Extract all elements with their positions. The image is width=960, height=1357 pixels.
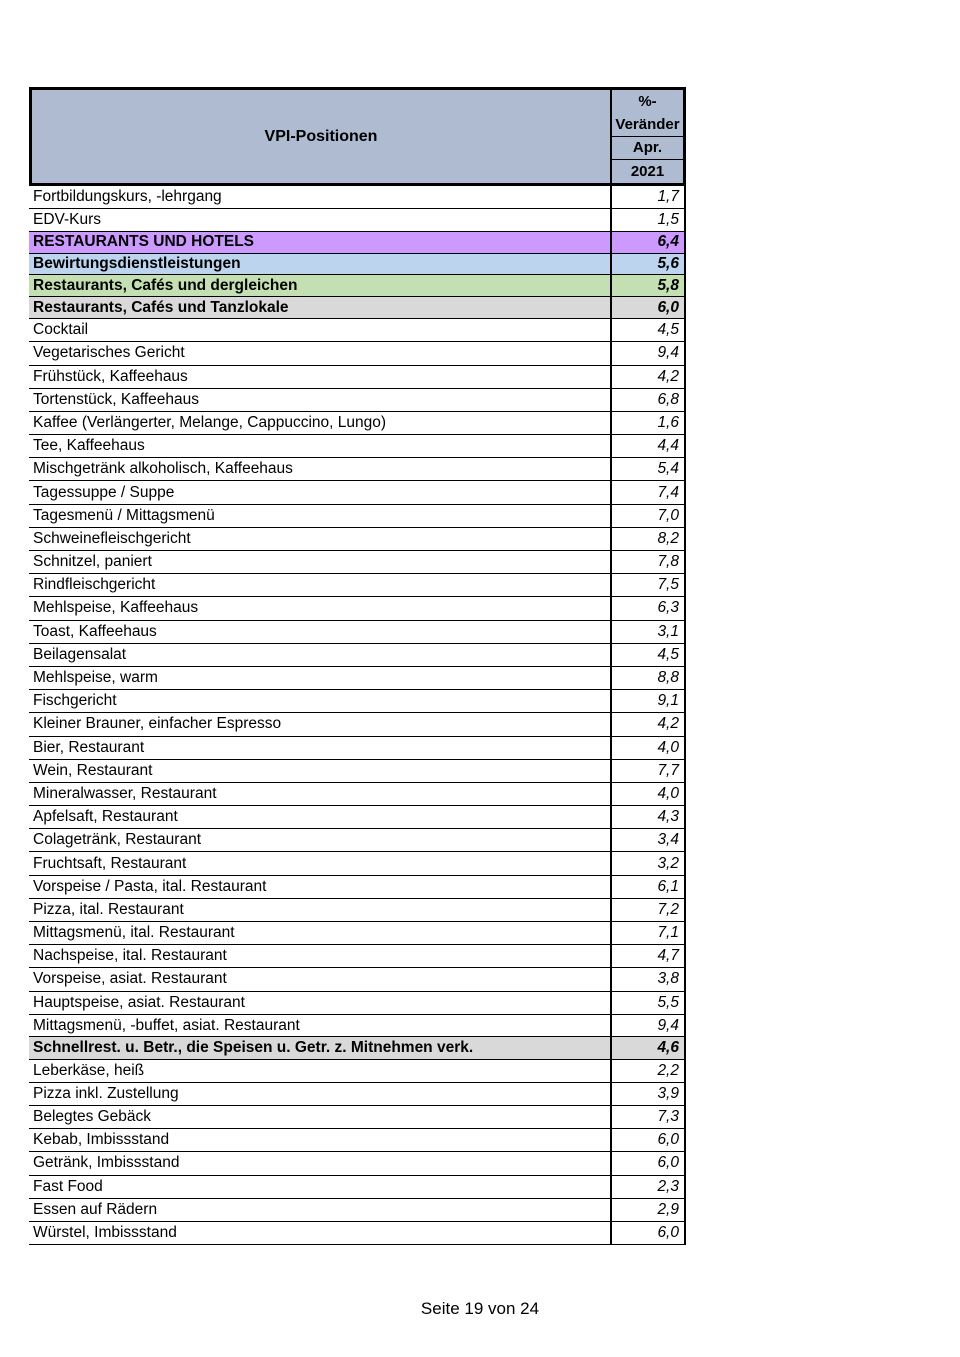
row-change-value: 7,1 <box>610 922 686 944</box>
row-position-name: Mineralwasser, Restaurant <box>33 784 217 802</box>
table-row <box>29 644 686 667</box>
row-change-value: 5,8 <box>610 275 686 296</box>
row-position-name: Vorspeise / Pasta, ital. Restaurant <box>33 877 267 895</box>
row-position-name: Bewirtungsdienstleistungen <box>33 255 241 273</box>
row-position-name: Apfelsaft, Restaurant <box>33 808 178 826</box>
row-change-value: 6,3 <box>610 597 686 619</box>
table-row <box>29 186 686 209</box>
table-row <box>29 574 686 597</box>
table-row <box>29 829 686 852</box>
row-change-value: 1,7 <box>610 186 686 208</box>
table-row <box>29 389 686 412</box>
table-row <box>29 945 686 968</box>
row-position-name: Mischgetränk alkoholisch, Kaffeehaus <box>33 460 293 478</box>
table-row <box>29 899 686 922</box>
row-position-name: Pizza, ital. Restaurant <box>33 900 184 918</box>
table-row <box>29 806 686 829</box>
row-change-value: 6,0 <box>610 297 686 318</box>
row-position-name: Beilagensalat <box>33 645 127 663</box>
row-position-name: Mittagsmenü, ital. Restaurant <box>33 924 235 942</box>
row-change-value: 7,2 <box>610 899 686 921</box>
table-row <box>29 1199 686 1222</box>
table-row <box>29 366 686 389</box>
table-row <box>29 737 686 760</box>
table-row <box>29 621 686 644</box>
table-row <box>29 760 686 783</box>
row-change-value: 4,0 <box>610 737 686 759</box>
table-row <box>29 690 686 713</box>
table-row <box>29 319 686 342</box>
row-change-value: 6,8 <box>610 389 686 411</box>
header-change-line1: %- <box>638 92 657 110</box>
table-row <box>29 1083 686 1106</box>
page-number: Seite 19 von 24 <box>420 1299 540 1318</box>
row-change-value: 3,4 <box>610 829 686 851</box>
row-change-value: 3,9 <box>610 1083 686 1105</box>
table-row <box>29 876 686 899</box>
row-position-name: Kebab, Imbissstand <box>33 1131 170 1149</box>
row-change-value: 9,4 <box>610 342 686 364</box>
row-position-name: Bier, Restaurant <box>33 738 145 756</box>
table-row <box>29 528 686 551</box>
row-position-name: Colagetränk, Restaurant <box>33 831 202 849</box>
row-position-name: Schnellrest. u. Betr., die Speisen u. Getr. z. Mitnehmen verk. <box>33 1039 474 1057</box>
table-row <box>29 1015 686 1038</box>
header-change-column <box>610 90 683 183</box>
table-row <box>29 253 686 276</box>
row-position-name: Nachspeise, ital. Restaurant <box>33 947 227 965</box>
row-change-value: 2,3 <box>610 1176 686 1198</box>
row-change-value: 7,0 <box>610 505 686 527</box>
row-position-name: EDV-Kurs <box>33 211 102 229</box>
row-change-value: 6,0 <box>610 1222 686 1244</box>
table-row <box>29 1060 686 1083</box>
row-change-value: 4,3 <box>610 806 686 828</box>
row-position-name: Toast, Kaffeehaus <box>33 622 157 640</box>
row-position-name: Frühstück, Kaffeehaus <box>33 367 188 385</box>
table-row <box>29 1036 686 1059</box>
row-change-value: 1,5 <box>610 209 686 231</box>
row-change-value: 7,3 <box>610 1106 686 1128</box>
row-position-name: Hauptspeise, asiat. Restaurant <box>33 993 245 1011</box>
row-position-name: Fruchtsaft, Restaurant <box>33 854 187 872</box>
table-row <box>29 505 686 528</box>
row-position-name: Vorspeise, asiat. Restaurant <box>33 970 227 988</box>
row-position-name: Tortenstück, Kaffeehaus <box>33 390 200 408</box>
row-position-name: Kaffee (Verlängerter, Melange, Cappuccino, Lungo) <box>33 413 387 431</box>
row-change-value: 9,4 <box>610 1015 686 1037</box>
row-position-name: Schweinefleischgericht <box>33 529 191 547</box>
row-position-name: Cocktail <box>33 321 89 339</box>
table-row <box>29 458 686 481</box>
table-row <box>29 231 686 254</box>
row-change-value: 5,5 <box>610 992 686 1014</box>
row-change-value: 4,5 <box>610 319 686 341</box>
row-change-value: 4,7 <box>610 945 686 967</box>
row-position-name: Tagesmenü / Mittagsmenü <box>33 506 215 524</box>
header-change-label <box>612 90 683 137</box>
row-change-value: 6,4 <box>610 232 686 253</box>
table-row <box>29 551 686 574</box>
header-change-line2: Veränder <box>615 115 680 133</box>
row-change-value: 7,4 <box>610 481 686 503</box>
row-change-value: 7,8 <box>610 551 686 573</box>
row-change-value: 7,5 <box>610 574 686 596</box>
row-change-value: 6,0 <box>610 1129 686 1151</box>
table-row <box>29 1129 686 1152</box>
row-position-name: Fischgericht <box>33 692 117 710</box>
table-row <box>29 1152 686 1175</box>
table-row <box>29 209 686 232</box>
row-position-name: Tee, Kaffeehaus <box>33 437 145 455</box>
row-position-name: Pizza inkl. Zustellung <box>33 1084 179 1102</box>
row-position-name: Vegetarisches Gericht <box>33 344 185 362</box>
row-change-value: 1,6 <box>610 412 686 434</box>
row-change-value: 4,2 <box>610 713 686 735</box>
header-positions-label: VPI-Positionen <box>264 127 378 145</box>
row-position-name: Belegtes Gebäck <box>33 1108 152 1126</box>
table-row <box>29 922 686 945</box>
table-row <box>29 597 686 620</box>
table-row <box>29 1222 686 1245</box>
row-change-value: 4,2 <box>610 366 686 388</box>
table-row <box>29 342 686 365</box>
row-change-value: 9,1 <box>610 690 686 712</box>
row-position-name: RESTAURANTS UND HOTELS <box>33 233 255 251</box>
row-change-value: 5,6 <box>610 254 686 275</box>
row-position-name: Kleiner Brauner, einfacher Espresso <box>33 715 282 733</box>
vpi-table <box>29 87 686 1245</box>
table-row <box>29 1106 686 1129</box>
row-position-name: Wein, Restaurant <box>33 761 153 779</box>
row-change-value: 8,2 <box>610 528 686 550</box>
row-position-name: Leberkäse, heiß <box>33 1061 145 1079</box>
header-year: 2021 <box>630 162 665 180</box>
row-change-value: 8,8 <box>610 667 686 689</box>
row-position-name: Rindfleischgericht <box>33 576 156 594</box>
row-change-value: 4,0 <box>610 783 686 805</box>
row-position-name: Schnitzel, paniert <box>33 553 152 571</box>
table-row <box>29 435 686 458</box>
row-position-name: Restaurants, Cafés und Tanzlokale <box>33 298 289 316</box>
row-change-value: 3,8 <box>610 968 686 990</box>
row-position-name: Mehlspeise, Kaffeehaus <box>33 599 199 617</box>
row-change-value: 4,6 <box>610 1037 686 1058</box>
table-row <box>29 713 686 736</box>
row-position-name: Mittagsmenü, -buffet, asiat. Restaurant <box>33 1016 300 1034</box>
table-row <box>29 1176 686 1199</box>
row-change-value: 2,9 <box>610 1199 686 1221</box>
table-row <box>29 296 686 319</box>
row-position-name: Fast Food <box>33 1177 103 1195</box>
row-position-name: Fortbildungskurs, -lehrgang <box>33 188 222 206</box>
table-row <box>29 783 686 806</box>
row-change-value: 6,0 <box>610 1152 686 1174</box>
table-row <box>29 968 686 991</box>
row-change-value: 4,4 <box>610 435 686 457</box>
row-position-name: Getränk, Imbissstand <box>33 1154 180 1172</box>
row-position-name: Essen auf Rädern <box>33 1200 158 1218</box>
row-change-value: 6,1 <box>610 876 686 898</box>
row-position-name: Mehlspeise, warm <box>33 669 158 687</box>
row-position-name: Würstel, Imbissstand <box>33 1224 177 1242</box>
row-change-value: 3,1 <box>610 621 686 643</box>
table-row <box>29 481 686 504</box>
row-position-name: Restaurants, Cafés und dergleichen <box>33 276 298 294</box>
table-row <box>29 274 686 297</box>
header-month: Apr. <box>612 137 683 160</box>
table-body <box>29 186 686 1245</box>
row-change-value: 4,5 <box>610 644 686 666</box>
table-row <box>29 852 686 875</box>
row-change-value: 2,2 <box>610 1060 686 1082</box>
row-change-value: 3,2 <box>610 852 686 874</box>
row-change-value: 7,7 <box>610 760 686 782</box>
table-row <box>29 667 686 690</box>
table-row <box>29 992 686 1015</box>
row-position-name: Tagessuppe / Suppe <box>33 483 175 501</box>
table-header <box>29 87 686 186</box>
table-row <box>29 412 686 435</box>
row-change-value: 5,4 <box>610 458 686 480</box>
